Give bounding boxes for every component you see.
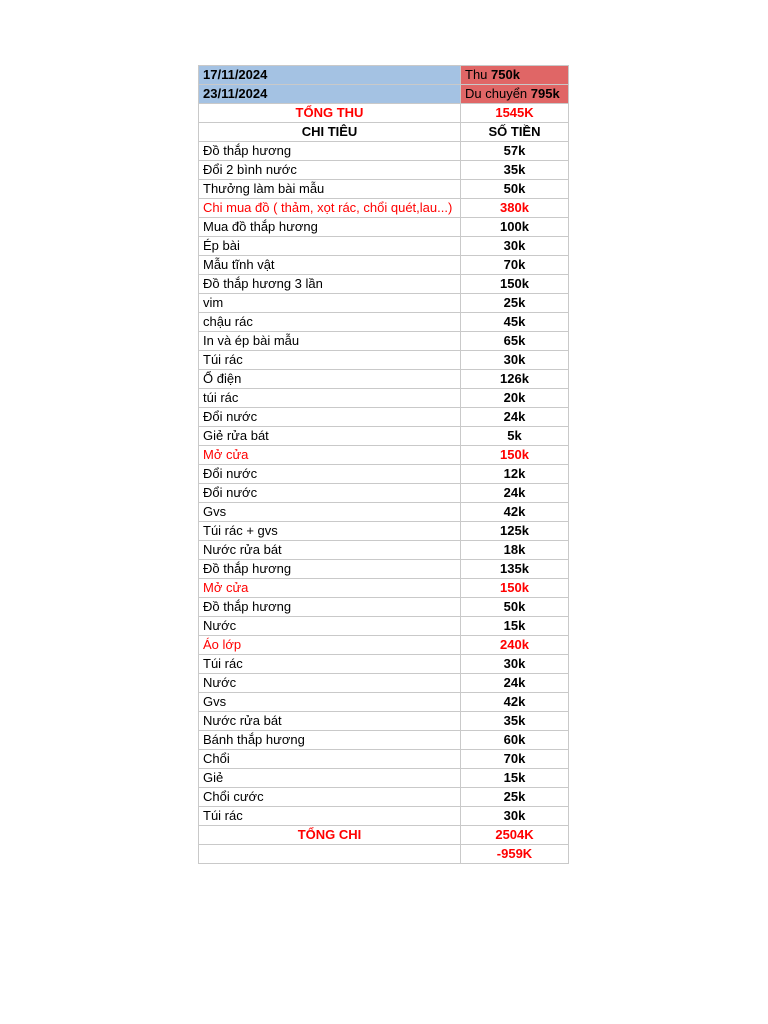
expense-amount[interactable]: 42k — [461, 503, 569, 522]
expense-row — [199, 199, 569, 218]
expense-row — [199, 427, 569, 446]
expense-amount[interactable]: 20k — [461, 389, 569, 408]
expense-row — [199, 446, 569, 465]
expense-amount[interactable]: 35k — [461, 161, 569, 180]
expense-item[interactable]: Đồ thắp hương — [199, 142, 461, 161]
income-cell[interactable] — [461, 66, 569, 85]
expense-row — [199, 313, 569, 332]
expense-amount[interactable]: 65k — [461, 332, 569, 351]
expense-item[interactable]: Mở cửa — [199, 579, 461, 598]
expense-row — [199, 788, 569, 807]
expense-item[interactable]: túi rác — [199, 389, 461, 408]
expense-row — [199, 636, 569, 655]
expense-item[interactable]: chậu rác — [199, 313, 461, 332]
total-income-value[interactable]: 1545K — [461, 104, 569, 123]
expense-item[interactable]: Đổi nước — [199, 408, 461, 427]
balance-value[interactable]: -959K — [461, 845, 569, 864]
balance-label[interactable] — [199, 845, 461, 864]
expense-amount[interactable]: 70k — [461, 256, 569, 275]
expense-row — [199, 218, 569, 237]
expense-amount[interactable]: 240k — [461, 636, 569, 655]
date-end-cell[interactable]: 23/11/2024 — [199, 85, 461, 104]
expense-row — [199, 503, 569, 522]
expense-amount[interactable]: 150k — [461, 579, 569, 598]
expense-item[interactable]: Mua đồ thắp hương — [199, 218, 461, 237]
expense-row — [199, 617, 569, 636]
expense-item[interactable]: Giẻ — [199, 769, 461, 788]
travel-value: 795k — [530, 86, 560, 101]
expense-row — [199, 693, 569, 712]
total-expense-label[interactable]: TỔNG CHI — [199, 826, 461, 845]
expense-row — [199, 769, 569, 788]
travel-label: Du chuyển — [465, 86, 528, 101]
expense-amount[interactable]: 12k — [461, 465, 569, 484]
expense-amount[interactable]: 30k — [461, 351, 569, 370]
expense-amount[interactable]: 30k — [461, 807, 569, 826]
expense-item[interactable]: Gvs — [199, 693, 461, 712]
expense-amount[interactable]: 5k — [461, 427, 569, 446]
expense-row — [199, 351, 569, 370]
expense-row — [199, 370, 569, 389]
expense-amount[interactable]: 24k — [461, 674, 569, 693]
expense-item[interactable]: Đồ thắp hương — [199, 560, 461, 579]
expense-amount[interactable]: 15k — [461, 617, 569, 636]
expense-amount[interactable]: 15k — [461, 769, 569, 788]
header-row-1 — [199, 66, 569, 85]
expense-item[interactable]: Đổi nước — [199, 465, 461, 484]
expense-amount[interactable]: 126k — [461, 370, 569, 389]
expense-row — [199, 522, 569, 541]
expense-amount[interactable]: 25k — [461, 788, 569, 807]
expense-amount[interactable]: 150k — [461, 446, 569, 465]
expense-row — [199, 655, 569, 674]
expense-item[interactable]: Nước — [199, 617, 461, 636]
total-expense-row — [199, 826, 569, 845]
expense-amount[interactable]: 100k — [461, 218, 569, 237]
expense-table — [198, 65, 569, 864]
expense-item[interactable]: Áo lớp — [199, 636, 461, 655]
total-income-row — [199, 104, 569, 123]
income-label: Thu — [465, 67, 488, 82]
header-row-2 — [199, 85, 569, 104]
date-start-cell[interactable]: 17/11/2024 — [199, 66, 461, 85]
expense-item[interactable]: Nước rửa bát — [199, 541, 461, 560]
expense-amount[interactable]: 380k — [461, 199, 569, 218]
expense-amount[interactable]: 50k — [461, 598, 569, 617]
expense-amount[interactable]: 57k — [461, 142, 569, 161]
expense-row — [199, 275, 569, 294]
column-header-row — [199, 123, 569, 142]
total-income-label[interactable]: TỔNG THU — [199, 104, 461, 123]
expense-amount[interactable]: 30k — [461, 237, 569, 256]
expense-row — [199, 389, 569, 408]
expense-item[interactable]: Túi rác — [199, 351, 461, 370]
expense-amount[interactable]: 35k — [461, 712, 569, 731]
expense-amount[interactable]: 42k — [461, 693, 569, 712]
expense-item[interactable]: Túi rác — [199, 655, 461, 674]
expense-row — [199, 408, 569, 427]
expense-amount[interactable]: 30k — [461, 655, 569, 674]
expense-item[interactable]: Giẻ rửa bát — [199, 427, 461, 446]
column-header-item[interactable]: CHI TIÊU — [199, 123, 461, 142]
expense-row — [199, 541, 569, 560]
expense-amount[interactable]: 135k — [461, 560, 569, 579]
expense-item[interactable]: Ép bài — [199, 237, 461, 256]
expense-amount[interactable]: 50k — [461, 180, 569, 199]
expense-row — [199, 731, 569, 750]
expense-item[interactable]: In và ép bài mẫu — [199, 332, 461, 351]
column-header-amount[interactable]: SỐ TIỀN — [461, 123, 569, 142]
expense-amount[interactable]: 24k — [461, 408, 569, 427]
total-expense-value[interactable]: 2504K — [461, 826, 569, 845]
expense-item[interactable]: Chổi cước — [199, 788, 461, 807]
expense-item[interactable]: Mở cửa — [199, 446, 461, 465]
expense-item[interactable]: Đồ thắp hương 3 lần — [199, 275, 461, 294]
expense-row — [199, 560, 569, 579]
expense-row — [199, 142, 569, 161]
expense-row — [199, 332, 569, 351]
expense-item[interactable]: Đổi nước — [199, 484, 461, 503]
expense-row — [199, 750, 569, 769]
income-value: 750k — [491, 67, 520, 82]
expense-item[interactable]: Ổ điện — [199, 370, 461, 389]
expense-item[interactable]: Gvs — [199, 503, 461, 522]
expense-row — [199, 256, 569, 275]
expense-row — [199, 674, 569, 693]
expense-item[interactable]: Túi rác + gvs — [199, 522, 461, 541]
expense-item[interactable]: Thưởng làm bài mẫu — [199, 180, 461, 199]
balance-row — [199, 845, 569, 864]
travel-cell[interactable] — [461, 85, 569, 104]
expense-item[interactable]: Đồ thắp hương — [199, 598, 461, 617]
expense-item[interactable]: Túi rác — [199, 807, 461, 826]
expense-amount[interactable]: 25k — [461, 294, 569, 313]
expense-row — [199, 294, 569, 313]
expense-item[interactable]: vim — [199, 294, 461, 313]
expense-item[interactable]: Bánh thắp hương — [199, 731, 461, 750]
expense-row — [199, 180, 569, 199]
expense-row — [199, 712, 569, 731]
expense-item[interactable]: Đổi 2 bình nước — [199, 161, 461, 180]
expense-row — [199, 161, 569, 180]
expense-row — [199, 484, 569, 503]
expense-item[interactable]: Chổi — [199, 750, 461, 769]
expense-amount[interactable]: 150k — [461, 275, 569, 294]
expense-row — [199, 598, 569, 617]
expense-row — [199, 579, 569, 598]
expense-amount[interactable]: 70k — [461, 750, 569, 769]
expense-amount[interactable]: 24k — [461, 484, 569, 503]
expense-amount[interactable]: 125k — [461, 522, 569, 541]
expense-item[interactable]: Mẫu tĩnh vật — [199, 256, 461, 275]
expense-amount[interactable]: 18k — [461, 541, 569, 560]
expense-row — [199, 465, 569, 484]
expense-amount[interactable]: 45k — [461, 313, 569, 332]
expense-row — [199, 807, 569, 826]
expense-amount[interactable]: 60k — [461, 731, 569, 750]
expense-item[interactable]: Nước — [199, 674, 461, 693]
expense-row — [199, 237, 569, 256]
expense-item[interactable]: Nước rửa bát — [199, 712, 461, 731]
expense-item[interactable]: Chi mua đồ ( thảm, xọt rác, chổi quét,lau...) — [199, 199, 461, 218]
